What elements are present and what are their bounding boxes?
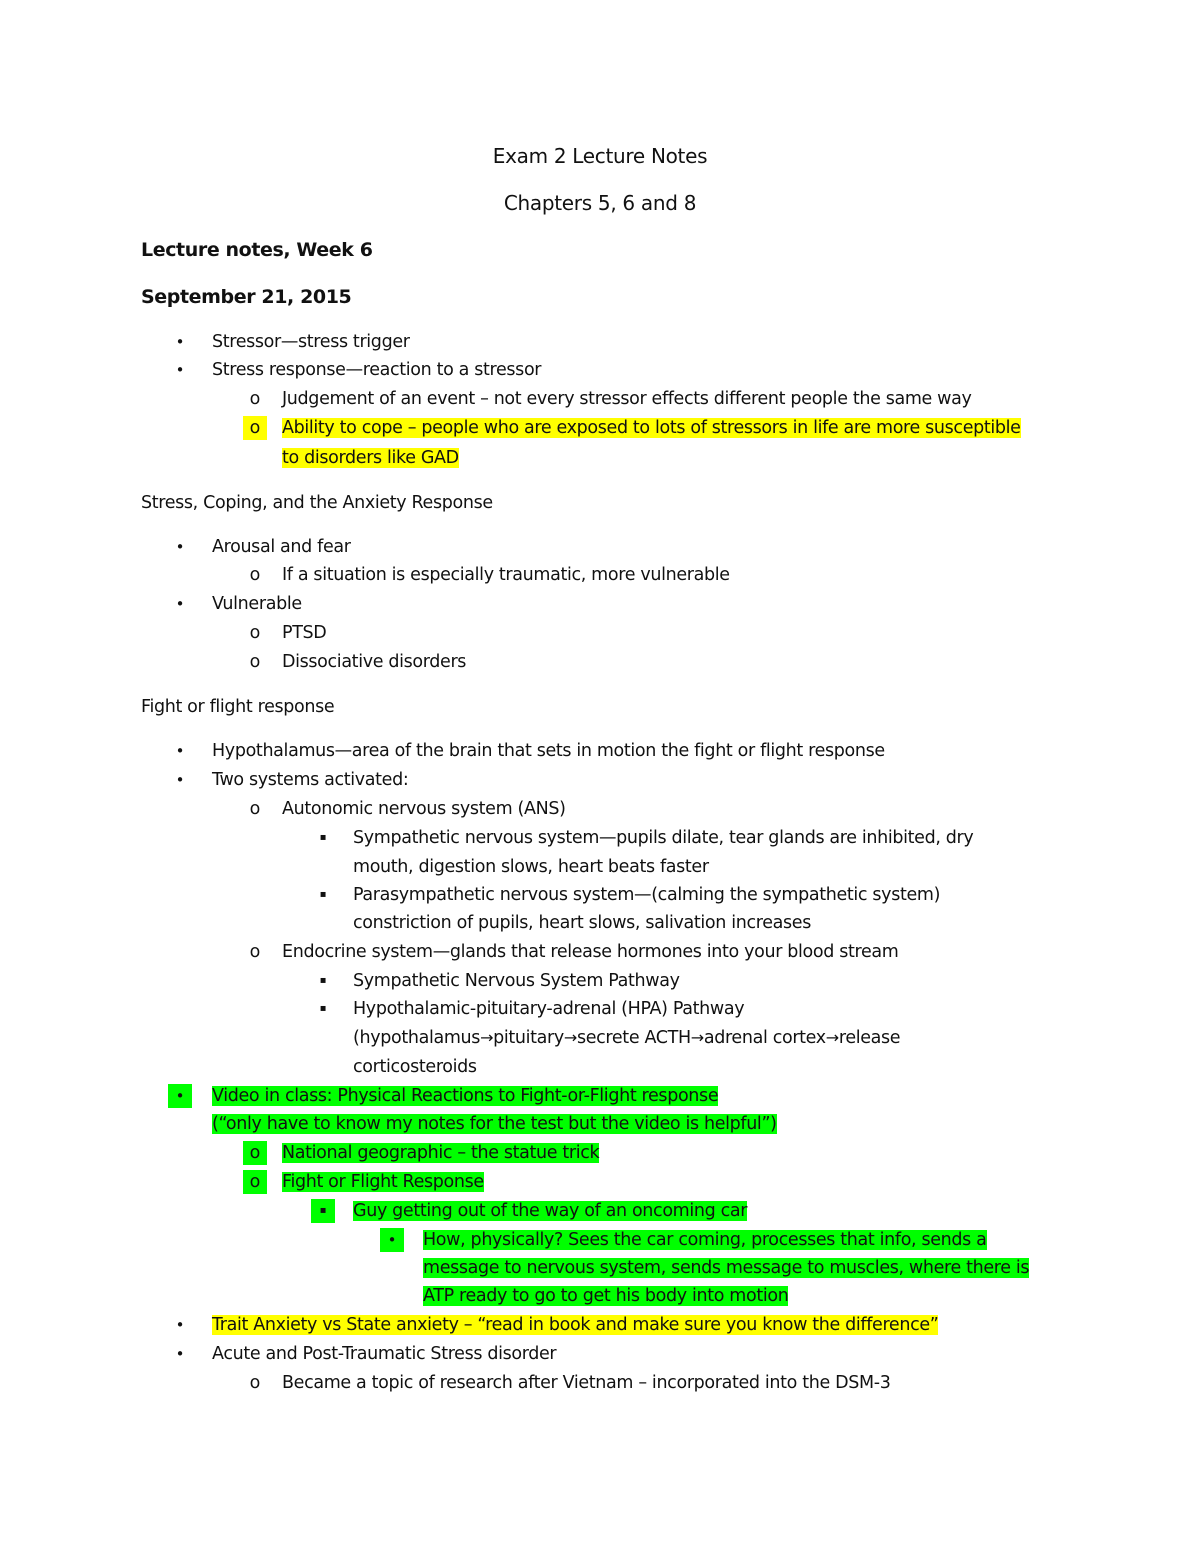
circle-bullet-icon: o: [249, 1373, 261, 1393]
circle-bullet-icon: o: [243, 416, 267, 440]
circle-bullet-icon: o: [243, 1141, 267, 1165]
list-subsubitem-cont: corticosteroids: [353, 1057, 477, 1077]
list-subitem-highlighted-cont: to disorders like GAD: [282, 448, 459, 468]
list-subsubitem: Hypothalamic-pituitary-adrenal (HPA) Pathway: [353, 999, 745, 1019]
list-subitem: Became a topic of research after Vietnam – incorporated into the DSM-3: [282, 1373, 891, 1393]
video-subitem: Fight or Flight Response: [282, 1172, 484, 1192]
list-subitem: Judgement of an event – not every stressor effects different people the same way: [282, 389, 972, 409]
heading-week: Lecture notes, Week 6: [141, 239, 373, 261]
arrow-right-icon: →: [690, 1028, 704, 1047]
list-subitem: Autonomic nervous system (ANS): [282, 799, 566, 819]
page-subtitle: Chapters 5, 6 and 8: [503, 191, 697, 215]
section-heading: Stress, Coping, and the Anxiety Response: [141, 493, 493, 513]
hpa-step: pituitary: [493, 1028, 564, 1048]
video-detail: How, physically? Sees the car coming, processes that info, sends a: [423, 1230, 987, 1250]
bullet-icon: •: [175, 1316, 185, 1334]
bullet-icon: •: [175, 595, 185, 613]
bullet-icon: •: [175, 538, 185, 556]
list-item: Stress response—reaction to a stressor: [212, 360, 542, 380]
bullet-icon: •: [175, 333, 185, 351]
section-heading: Fight or flight response: [141, 697, 335, 717]
list-item: Two systems activated:: [212, 770, 409, 790]
list-subsubitem-cont: mouth, digestion slows, heart beats faster: [353, 857, 709, 877]
bullet-icon: •: [380, 1228, 404, 1252]
bullet-icon: •: [175, 742, 185, 760]
heading-date: September 21, 2015: [141, 286, 352, 308]
video-subitem: National geographic – the statue trick: [282, 1143, 600, 1163]
bullet-icon: •: [168, 1084, 192, 1108]
hpa-step: adrenal cortex: [703, 1028, 826, 1048]
video-detail-cont: message to nervous system, sends message to muscles, where there is: [423, 1258, 1030, 1278]
bullet-icon: •: [175, 1345, 185, 1363]
video-detail-cont: ATP ready to go to get his body into motion: [423, 1286, 789, 1306]
list-item: Stressor—stress trigger: [212, 332, 410, 352]
list-item: Vulnerable: [212, 594, 302, 614]
list-subitem: PTSD: [282, 623, 327, 643]
square-bullet-icon: ▪: [319, 975, 327, 986]
circle-bullet-icon: o: [249, 389, 261, 409]
list-item: Hypothalamus—area of the brain that sets in motion the fight or flight response: [212, 741, 885, 761]
hpa-step: secrete ACTH: [576, 1028, 691, 1048]
trait-anxiety-note: Trait Anxiety vs State anxiety – “read in book and make sure you know the difference”: [212, 1315, 939, 1335]
list-subsubitem: Parasympathetic nervous system—(calming the sympathetic system): [353, 885, 941, 905]
list-item: Acute and Post-Traumatic Stress disorder: [212, 1344, 557, 1364]
hpa-pathway-chain: [353, 1026, 900, 1050]
list-subsubitem-cont: constriction of pupils, heart slows, salivation increases: [353, 913, 811, 933]
square-bullet-icon: ▪: [319, 832, 327, 843]
circle-bullet-icon: o: [249, 565, 261, 585]
list-subitem: Endocrine system—glands that release hormones into your blood stream: [282, 942, 899, 962]
circle-bullet-icon: o: [249, 942, 261, 962]
list-subitem: If a situation is especially traumatic, more vulnerable: [282, 565, 730, 585]
hpa-step: (hypothalamus: [353, 1028, 481, 1048]
arrow-right-icon: →: [480, 1028, 494, 1047]
list-item: Arousal and fear: [212, 537, 351, 557]
circle-bullet-icon: o: [249, 799, 261, 819]
list-subitem: Dissociative disorders: [282, 652, 467, 672]
square-bullet-icon: ▪: [319, 1003, 327, 1014]
bullet-icon: •: [175, 771, 185, 789]
square-bullet-icon: ▪: [311, 1199, 335, 1223]
arrow-right-icon: →: [825, 1028, 839, 1047]
circle-bullet-icon: o: [249, 623, 261, 643]
square-bullet-icon: ▪: [319, 889, 327, 900]
hpa-step: release: [838, 1028, 901, 1048]
list-subitem-highlighted: Ability to cope – people who are exposed to lots of stressors in life are more susceptible: [282, 418, 1021, 438]
bullet-icon: •: [175, 361, 185, 379]
arrow-right-icon: →: [563, 1028, 577, 1047]
list-subsubitem: Sympathetic Nervous System Pathway: [353, 971, 680, 991]
list-subsubitem: Sympathetic nervous system—pupils dilate, tear glands are inhibited, dry: [353, 828, 974, 848]
circle-bullet-icon: o: [243, 1170, 267, 1194]
video-note: Video in class: Physical Reactions to Fight-or-Flight response: [212, 1086, 719, 1106]
video-subsubitem: Guy getting out of the way of an oncoming car: [353, 1201, 748, 1221]
video-note-cont: (“only have to know my notes for the test but the video is helpful”): [212, 1114, 777, 1134]
page-title: Exam 2 Lecture Notes: [492, 144, 708, 168]
circle-bullet-icon: o: [249, 652, 261, 672]
